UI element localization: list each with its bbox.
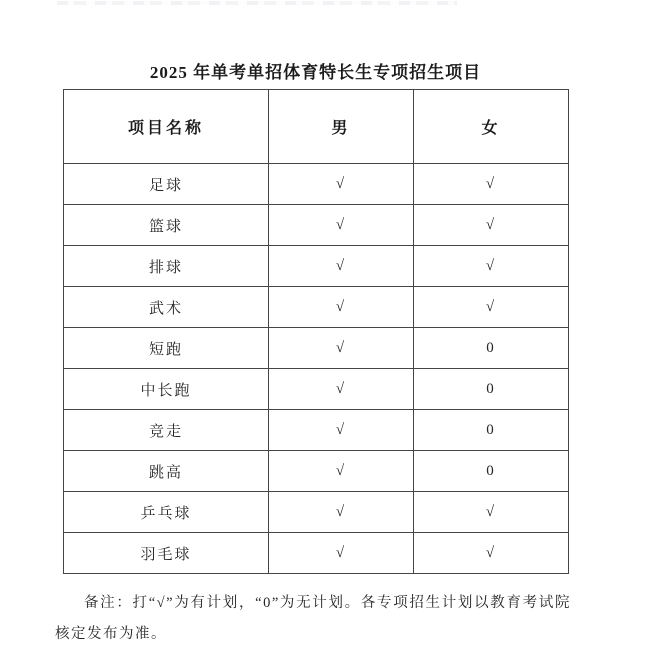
table-row-middle-long-distance	[64, 369, 569, 410]
male-plan-cell: √	[269, 533, 414, 574]
document-title: 2025 年单考单招体育特长生专项招生项目	[149, 63, 482, 82]
project-name-cell: 短跑	[64, 328, 269, 369]
cropped-previous-line-artifact	[57, 1, 457, 5]
project-name-cell: 跳高	[64, 451, 269, 492]
male-plan-cell: √	[269, 287, 414, 328]
project-name-cell: 羽毛球	[64, 533, 269, 574]
table-row-basketball	[64, 205, 569, 246]
male-plan-cell: √	[269, 164, 414, 205]
table-row-badminton	[64, 533, 569, 574]
male-plan-cell: √	[269, 410, 414, 451]
male-plan-cell: √	[269, 451, 414, 492]
project-name-cell: 乒乓球	[64, 492, 269, 533]
female-plan-cell: √	[414, 287, 569, 328]
project-name-cell: 篮球	[64, 205, 269, 246]
table-row-sprint	[64, 328, 569, 369]
table-row-high-jump	[64, 451, 569, 492]
project-name-cell: 竞走	[64, 410, 269, 451]
project-name-cell: 足球	[64, 164, 269, 205]
column-header-male: 男	[269, 90, 414, 164]
male-plan-cell: √	[269, 369, 414, 410]
column-header-female: 女	[414, 90, 569, 164]
enrollment-projects-table	[63, 89, 569, 574]
male-plan-cell: √	[269, 205, 414, 246]
table-row-football	[64, 164, 569, 205]
female-plan-cell: 0	[414, 369, 569, 410]
table-row-volleyball	[64, 246, 569, 287]
female-plan-cell: 0	[414, 451, 569, 492]
female-plan-cell: √	[414, 246, 569, 287]
project-name-cell: 中长跑	[64, 369, 269, 410]
female-plan-cell: 0	[414, 328, 569, 369]
project-name-cell: 武术	[64, 287, 269, 328]
female-plan-cell: √	[414, 205, 569, 246]
female-plan-cell: √	[414, 533, 569, 574]
female-plan-cell: 0	[414, 410, 569, 451]
female-plan-cell: √	[414, 492, 569, 533]
male-plan-cell: √	[269, 328, 414, 369]
column-header-project-name: 项目名称	[64, 90, 269, 164]
project-name-cell: 排球	[64, 246, 269, 287]
table-row-martial-arts	[64, 287, 569, 328]
male-plan-cell: √	[269, 246, 414, 287]
table-row-table-tennis	[64, 492, 569, 533]
table-row-race-walking	[64, 410, 569, 451]
remark-note: 备注：打“√”为有计划，“0”为无计划。各专项招生计划以教育考试院核定发布为准。	[55, 595, 571, 642]
female-plan-cell: √	[414, 164, 569, 205]
male-plan-cell: √	[269, 492, 414, 533]
table-header-row	[64, 90, 569, 164]
